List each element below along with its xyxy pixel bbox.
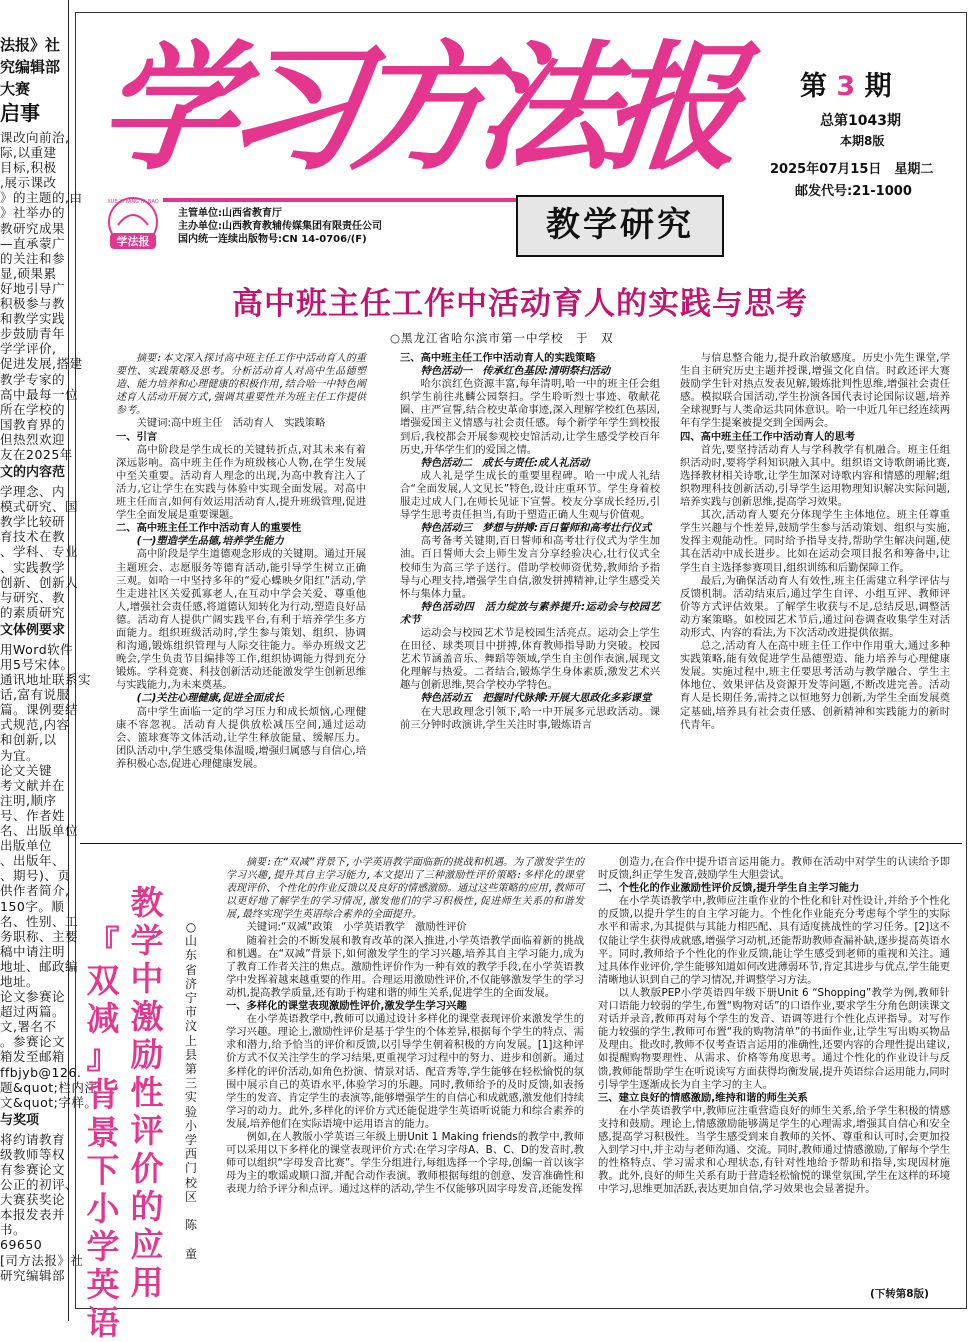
total-issue: 总第1043期 — [820, 113, 901, 129]
notice-line: 题&quot;栏内注 — [0, 1079, 98, 1095]
title-char: 性 — [130, 1073, 164, 1112]
notice-line: 地址。 — [0, 973, 40, 989]
notice-line: 、期号)、页 — [0, 868, 71, 884]
notice-line: 级教师等权 — [0, 1146, 66, 1162]
notice-line: 本报发表并 — [0, 1207, 66, 1223]
notice-line: 论文参赛论 — [0, 989, 66, 1005]
article1.col2-para-10: 在大思政理念引领下,哈一中开展多元思政活动。课前三分钟时政演讲,学生关注时事,锻炼语言 — [400, 705, 660, 731]
notice-line: 的关注和参 — [0, 250, 66, 266]
article1.col1-para-2: 一、引言 — [116, 430, 158, 443]
article1.col2-para-7: 特色活动四 活力绽放与素养提升:运动会与校园艺术节 — [400, 600, 660, 626]
logo-label: 学法报 — [116, 235, 150, 248]
notice-line: 、实践教学 — [0, 559, 66, 575]
article1.col3-para-1: 四、高中班主任工作中活动育人的思考 — [680, 430, 856, 443]
article1-headline: 高中班主任工作中活动育人的实践与思考 — [232, 286, 808, 322]
article1.col3-para-4: 最后,为确保活动育人有效性,班主任需建立科学评估与反馈机制。活动结束后,通过学生自评、小组互评、教师评价等方式评估效果。了解学生收获与不足,总结反思,调整活动方案策略。如校园艺术节后,通过问卷调查收集学生对活动形式、内容的看法,为下次活动改进提供依据。 — [680, 574, 950, 639]
continued-note: (下转第8版) — [870, 1288, 929, 1300]
notice-line: ,展示课改 — [0, 175, 57, 191]
title-char: 景 — [86, 1113, 120, 1152]
article2.col2-para-4: 三、建立良好的情感激励,维持和谐的师生关系 — [598, 1091, 808, 1104]
notice-title: 启事 — [0, 101, 40, 125]
notice-line: 地址、邮政编 — [0, 958, 79, 974]
notice-line: 》社举办的 — [0, 205, 66, 221]
article1.col3-para-3: 其次,活动育人要充分体现学生主体地位。班主任尊重学生兴趣与个性差异,鼓励学生参与活动策划、组织与实施,发挥主观能动性。同时给予指导支持,帮助学生解决问题,使其在活动中成长进步。比如在运动会项目报名和筹备中,让学生自主选择参赛项目,组织训练和后勤保障工作。 — [680, 509, 950, 574]
article2-byline — [183, 920, 199, 1261]
notice-line: 务职称、主要 — [0, 928, 79, 944]
article1.col1-para-5: (一)塑造学生品德,培养学生能力 — [136, 535, 284, 548]
article1.col3-para-5: 总之,活动育人在高中班主任工作中作用重大,通过多种实践策略,能有效促进学生品德塑造、能力培养与心理健康发展。实施过程中,班主任要思考活动与教学融合、学生主体地位、效果评估及资源开发等问题,不断改进完善。活动育人是长期任务,需持之以恒地努力创新,为学生全面发展奠定基础,培养具有社会责任感、创新精神和实践能力的新时代青年。 — [680, 640, 950, 731]
notice-text — [0, 0, 98, 1283]
article1.col3-para-2: 首先,要坚持活动育人与学科教学有机融合。班主任组织活动时,要将学科知识融入其中。组织语文诗歌朗诵比赛,选择教材相关诗歌,让学生加深对诗歌内容和情感的理解;组织物理科技创新活动,引导学生运用物理知识解决实际问题,培养实践与创新思维,提高学习效果。 — [680, 443, 950, 509]
section-title: 教学研究 — [516, 195, 724, 257]
article1.col1-para-6: 高中阶段是学生道德观念形成的关键期。通过开展主题班会、志愿服务等德育活动,能引导学生树立正确三观。如哈一中坚持多年的“爱心蝶映夕阳红”活动,学生走进社区关爱孤寡老人,在互动中学会关爱、尊重他人,增强社会责任感,将道德认知转化为行动,塑造良好品德。活动育人提供广阔实践平台,有利于培养学生多方面能力。组织班级活动时,学生参与策划、组织、协调和沟通,锻炼组织管理与人际交往能力。举办班级文艺晚会,学生负责节目编排等工作,组织协调能力得到充分锻炼。学科竞赛、科技创新活动还能激发学生创新思维与实践能力,为未来奠基。 — [116, 548, 366, 692]
notice-line: 文&quot;字样。 — [0, 1094, 98, 1110]
article1.col1-para-7: (二)关注心理健康,促进全面成长 — [136, 692, 284, 705]
byline-char: 陈 — [184, 1218, 197, 1233]
byline-char: 县 — [184, 1047, 197, 1062]
notice-line: 友在2025年 — [0, 446, 73, 462]
notice-heading: 文体例要求 — [0, 622, 66, 638]
notice-line: ffbjyb@126. — [0, 1064, 82, 1080]
notice-line: 和创新,以 — [0, 732, 57, 748]
byline-char: 市 — [184, 1005, 197, 1020]
notice-line: 法报》社 — [0, 36, 61, 54]
notice-line: 超过两篇。 — [0, 1004, 66, 1020]
notice-line: 文,署名不 — [0, 1019, 57, 1035]
notice-line: 国教育界的 — [0, 416, 66, 432]
title-char: 评 — [130, 1111, 164, 1150]
article2.col1-para-3: 一、多样化的课堂表现激励性评价,激发学生学习兴趣 — [226, 1000, 467, 1013]
byline-char: 宁 — [184, 991, 197, 1006]
title-char: 价 — [130, 1149, 164, 1188]
issue-suffix: 期 — [864, 71, 892, 102]
notice-heading: 与奖项 — [0, 1112, 40, 1128]
title-char: 的 — [130, 1187, 164, 1226]
supervisor: 主管单位:山西省教育厅 — [178, 208, 282, 219]
notice-line: 、学科、专业 — [0, 544, 79, 560]
title-char: 应 — [130, 1225, 164, 1264]
article1-column-2 — [400, 352, 660, 838]
article1.col2-para-5: 特色活动三 梦想与拼搏:百日誓师和高考壮行仪式 — [420, 522, 652, 535]
article1.col1-para-4: 二、高中班主任工作中活动育人的重要性 — [116, 522, 302, 535]
byline-char: 区 — [184, 1189, 197, 1204]
issue-num: 3 — [836, 71, 856, 102]
byline-char: 门 — [184, 1161, 197, 1176]
byline-char: 济 — [184, 976, 197, 991]
title-char: 减 — [86, 999, 120, 1038]
article1.col2-para-2: 哈尔滨红色资源丰富,每年清明,哈一中的班主任会组织学生前往兆麟公园祭扫。学生聆听烈士事迹、敬献花圈、庄严宣誓,结合校史革命事迹,深入理解学校红色基因,增强爱国主义情感与社会责任感。每个新学年学生到校报到后,我校都会开展参观校史馆活动,让学生感受学校百年历史,升华学生们的爱国之情。 — [400, 378, 660, 456]
title-char: 下 — [86, 1151, 120, 1190]
article2-title-col-a — [83, 924, 123, 1342]
byline-char: 汶 — [184, 1019, 197, 1034]
article2-column-1 — [226, 856, 584, 1296]
notice-line: 创新、创新人 — [0, 574, 79, 590]
notice-line: 用Word软件 — [0, 641, 74, 657]
notice-line: 。参赛论文 — [0, 1034, 66, 1050]
byline-char: 第 — [184, 1062, 197, 1077]
notice-line: 出版单位 — [0, 838, 53, 854]
notice-line: 模式研究、国 — [0, 499, 79, 515]
article1.col1-para-1: 关键词:高中班主任 活动育人 实践策略 — [136, 417, 326, 430]
byline-char: 验 — [184, 1104, 197, 1119]
title-char: 励 — [130, 1035, 164, 1074]
byline-char: 山 — [184, 934, 197, 949]
notice-line: 显,硕果累 — [0, 265, 57, 281]
notice-line: 名、出版单位 — [0, 823, 79, 839]
notice-line: 的素质研究 — [0, 604, 66, 620]
notice-line: 际,以重建 — [0, 145, 57, 161]
notice-line: 论文关键 — [0, 762, 53, 778]
sponsor: 主办单位:山西教育教辅传媒集团有限责任公司 — [178, 221, 382, 232]
title-char: 』 — [86, 1037, 120, 1076]
title-char: 中 — [130, 959, 164, 998]
title-char: 教 — [130, 883, 164, 922]
notice-line: 学理念、内 — [0, 484, 66, 500]
notice-heading: 文的内容范 — [0, 465, 66, 481]
notice-line: 积极参与教 — [0, 296, 66, 312]
issn: 国内统一连续出版物号:CN 14-0706/(F) — [178, 234, 367, 245]
notice-line: 促进发展,搭建 — [0, 356, 83, 372]
publisher-info — [178, 207, 382, 246]
notice-line: 话,富有说服 — [0, 687, 70, 703]
byline-char: 小 — [184, 1118, 197, 1133]
article1.col3-para-0: 与信息整合能力,提升政治敏感度。历史小先生课堂,学生自主研究历史主题并授课,增强文化自信。时政还评大赛鼓励学生针对热点发表见解,锻炼批判性思维,增强社会责任感。模拟联合国活动,学生扮演各国代表讨论国际议题,培养全球视野与人类命运共同体意识。哈一中近几年已经连续两年有学生提案被提交到全国两会。 — [680, 352, 950, 430]
title-char: 学 — [86, 1227, 120, 1266]
article1-column-3 — [680, 352, 950, 838]
byline-char — [183, 1204, 199, 1218]
notice-line: 公正的初评、 — [0, 1177, 79, 1193]
masthead-rule — [163, 198, 518, 202]
notice-line: 、出版年、 — [0, 853, 66, 869]
article1-column-1 — [116, 352, 366, 838]
title-char: 英 — [86, 1265, 120, 1304]
byline-char: 省 — [184, 962, 197, 977]
byline-char: 实 — [184, 1090, 197, 1105]
notice-line: 好地引导广 — [0, 280, 66, 296]
title-char: 用 — [130, 1263, 164, 1302]
notice-line: 将约请教育 — [0, 1131, 66, 1147]
notice-line: 目标,积极 — [0, 160, 57, 176]
notice-line: 教研究成果 — [0, 220, 66, 236]
article1.col2-para-8: 运动会与校园艺术节是校园生活亮点。运动会上学生在田径、球类项目中拼搏,体育教师指导助力突破。校园艺术节涵盖音乐、舞蹈等领域,学生自主创作表演,展现文化理解与热爱。二者结合,锻炼学生身体素质,激发艺术兴趣与创新思维,契合学校办学特色。 — [400, 626, 660, 692]
notice-line: 通讯地址联系实 — [0, 672, 92, 688]
notice-line: 式规范,内容 — [0, 717, 70, 733]
left-cutoff-notice — [0, 0, 98, 1321]
notice-line: 大赛 — [0, 80, 31, 98]
issue-prefix: 第 — [800, 71, 827, 102]
byline-char: 上 — [184, 1033, 197, 1048]
issue-date: 2025年07月15日 星期二 — [770, 162, 934, 177]
edition-count: 本期8版 — [840, 134, 885, 148]
notice-line: 究编辑部 — [0, 58, 61, 76]
notice-line: [司方法报》社 — [0, 1252, 84, 1268]
byline-char — [183, 1232, 199, 1246]
article2.col1-para-4: 在小学英语教学中,教师可以通过设计多样化的课堂表现评价来激发学生的学习兴趣。理论上,激励性评价是基于学生的个体差异,根据每个学生的特点、需求和潜力,给予恰当的评价和反馈,以引导学生朝着积极的方向发展。[1]这种评价方式不仅关注学生的学习结果,更重视学习过程中的努力、进步和创新。通过多样化的评价活动,如角色扮演、情景对话、配音秀等,学生能够在轻松愉悦的氛围中展示自己的英语水平,体验学习的乐趣。同时,教师给予的及时反馈,如表扬学生的发音、肯定学生的表演等,能够增强学生的自信心和成就感,激发他们持续学习的动力。此外,多样化的评价方式还能促进学生英语听说能力和综合素养的发展,培养他们在实际语境中运用语言的能力。 — [226, 1013, 584, 1130]
article1.col2-para-3: 特色活动二 成长与责任:成人礼活动 — [420, 456, 590, 469]
article1.col1-para-0: 摘要:本文深入探讨高中班主任工作中活动育人的重要性、实践策略及思考。分析活动育人对高中生品德塑造、能力培养和心理健康的积极作用,结合哈一中特色阐述育人活动开展方式,强调其重要性并为班主任工作提供参考。 — [116, 353, 366, 417]
notice-line: 150字。顺 — [0, 898, 65, 914]
title-char: 双 — [86, 961, 120, 1000]
notice-line: 69650 — [0, 1237, 43, 1253]
notice-line: 课改向前治, — [0, 130, 70, 145]
logo-pinyin: XUE XI FANG FA BAO — [107, 199, 159, 205]
notice-line: 教学比较研 — [0, 514, 66, 530]
issue-number — [800, 64, 892, 103]
title-char: 激 — [130, 997, 164, 1036]
notice-line: 为宜。 — [0, 747, 40, 763]
article1.col2-para-4: 成人礼是学生成长的重要里程碑。哈一中成人礼结合“全面发展,人文见长”特色,设计庄重环节。学生身着校服走过成人门,在师长见证下宣誓。校友分享成长经历,引导学生思考责任担当,有助于塑造正确人生观与价值观。 — [400, 469, 660, 522]
byline-char: 三 — [184, 1076, 197, 1091]
article1-byline: ○黑龙江省哈尔滨市第一中学校 于 双 — [390, 331, 614, 345]
title-char: 小 — [86, 1189, 120, 1228]
postal-code: 邮发代号:21-1000 — [795, 184, 912, 199]
article1.col1-para-3: 高中阶段是学生成长的关键转折点,对其未来有着深远影响。高中班主任作为班级核心人物,在学生发展中至关重要。活动育人理念的出现,为高中教育注入了活力,它让学生在实践与体验中实现全面发展。对高中班主任而言,如何有效运用活动育人,提升班级管理,促进学生全面发展是重要课题。 — [116, 443, 366, 522]
article2-title-col-b — [127, 884, 167, 1302]
notice-line: 育技术在教 — [0, 529, 66, 545]
notice-line: 篇。课例要结 — [0, 702, 79, 718]
article2.col1-para-1: 关键词:“双减”政策 小学英语教学 激励性评价 — [246, 921, 467, 934]
article2.col1-para-0: 摘要:在“双减”背景下,小学英语教学面临新的挑战和机遇。为了激发学生的学习兴趣,提升其自主学习能力,本文提出了三种激励性评价策略:多样化的课堂表现评价、个性化的作业反馈以及良好的情感激励。通过这些策略的应用,教师可以更好地了解学生的学习情况,激发他们的学习积极性,促进师生关系的和谐发展,最终实现学生英语综合素养的全面提升。 — [226, 857, 584, 921]
notice-line: 研究编辑部 — [0, 1267, 66, 1283]
article2.col2-para-0: 创造力,在合作中提升语言运用能力。教师在活动中对学生的认读给予即时反馈,纠正学生发音,鼓励学生大胆尝试。 — [598, 856, 950, 882]
notice-line: 号、作者姓 — [0, 807, 66, 823]
notice-line: 与研究、教 — [0, 589, 66, 605]
notice-line: 所在学校的 — [0, 401, 66, 417]
notice-line: 》的主题的,由 — [0, 190, 83, 206]
byline-char: 东 — [184, 948, 197, 963]
notice-line: 高中最每一位 — [0, 386, 79, 402]
title-char: 『 — [86, 923, 120, 962]
notice-line: 注明,顺序 — [0, 792, 57, 808]
notice-line: 用5号宋体。 — [0, 657, 74, 672]
article2.col2-para-2: 在小学英语教学中,教师应注重作业的个性化和针对性设计,并给予个性化的反馈,以提升学生的自主学习能力。个性化作业能充分考虑每个学生的实际水平和需求,为其提供与其能力相匹配、具有适度挑战性的学习任务。[2]这不仅能让学生获得成就感,增强学习动机,还能帮助教师查漏补缺,逐步提高英语水平。同时,教师给予个性化的作业反馈,能让学生感受到老师的重视和关注。通过具体作业评价,学生能够知道如何改进薄弱环节,肯定其进步与优点,学生能更清晰地认识到自己的学习情况,并调整学习方法。 — [598, 895, 950, 986]
notice-line: 和教学实践 — [0, 311, 66, 327]
byline-char: 校 — [184, 1175, 197, 1190]
notice-line: 有参赛论文 — [0, 1162, 66, 1177]
notice-line: 稿中请注明 — [0, 943, 66, 959]
article1.col1-para-8: 高中学生面临一定的学习压力和成长烦恼,心理健康不容忽视。活动育人提供放松减压空间,通过运动会、篮球赛等文体活动,让学生释放能量、缓解压力。团队活动中,学生感受集体温暖,增强归属感与自信心,培养积极心态,促进心理健康发展。 — [116, 705, 366, 770]
notice-line: 大赛获奖论 — [0, 1192, 66, 1208]
title-char: 语 — [86, 1303, 120, 1342]
article1.col2-para-6: 高考备考关键期,百日誓师和高考壮行仪式为学生加油。百日誓师大会上师生发言分享经验决心,壮行仪式全校师生为高三学子送行。借助学校师资优势,教师给予指导与心理支持,增强学生自信,激发拼搏精神,让学生感受关怀与集体力量。 — [400, 535, 660, 600]
notice-line: 书。 — [0, 1222, 27, 1238]
notice-line: 但热烈欢迎 — [0, 431, 66, 447]
byline-char: 童 — [184, 1246, 197, 1261]
notice-line: 教学专家的 — [0, 371, 66, 387]
notice-line: 步鼓励青年 — [0, 326, 66, 342]
article2.col1-para-2: 随着社会的不断发展和教育改革的深入推进,小学英语教学面临着新的挑战和机遇。在“双减”背景下,如何激发学生的学习兴趣,培养其自主学习能力,成为了教育工作者关注的焦点。激励性评价作为一种有效的教学手段,在小学英语教学中发挥着越来越重要的作用。合理运用激励性评价,不仅能够激发学生的学习动机,提高教学质量,还有助于构建和谐的师生关系,促进学生的全面发展。 — [226, 934, 584, 999]
article2.col2-para-3: 以人教版PEP小学英语四年级下册Unit 6 “Shopping”教学为例,教师针对口语能力较弱的学生,布置“购物对话”的口语作业,要求学生分角色朗读课文对话并录音,教师再对每个学生的发音、语调等进行个性化点评指导。对写作能力较强的学生,教师可布置“我的购物清单”的书面作业,让学生写出购买物品及理由。批改时,教师不仅考查语言运用的准确性,还要内容的合理性提出建议,如提醒购物要理性、从需求、价格等角度思考。通过个性化的作业设计与反馈,教师能帮助学生在听说读写方面获得均衡发展,提升英语综合运用能力,同时引导学生逐渐成长为自主学习的主人。 — [598, 986, 950, 1091]
notice-line: 学学评价, — [0, 341, 57, 357]
notice-line: 考文献并在 — [0, 777, 66, 793]
newspaper-title: 学习方法报 — [91, 28, 739, 189]
article2.col1-para-5: 例如,在人教版小学英语三年级上册Unit 1 Making friends的教学中,教师可以采用以下多样化的课堂表现评价方式:在学习字母A、B、C、D的发音时,教师可以组织“字母发音比赛”。学生分组进行,每组选择一个字母,创编一首以该字母为主的歌谣或顺口溜,并配合动作表演。教师根据每组的创意、发音准确性和表现力给予评分和点评。通过这样的活动,学生不仅能够巩固字母发音,还能发挥 — [226, 1130, 584, 1196]
title-char: 学 — [130, 921, 164, 960]
notice-line: 名、性别、工 — [0, 913, 79, 929]
notice-line: —直承蒙广 — [0, 235, 66, 251]
article2-column-2 — [598, 856, 950, 1286]
newspaper-logo — [98, 195, 168, 253]
notice-line: 箱发至邮箱 — [0, 1049, 66, 1065]
byline-char: 西 — [184, 1147, 197, 1162]
byline-char: 学 — [184, 1133, 197, 1148]
article-divider — [80, 843, 962, 844]
notice-line: 供作者简介, — [0, 883, 70, 899]
article1.col2-para-0: 三、高中班主任工作中活动育人的实践策略 — [400, 352, 596, 364]
title-char: 背 — [86, 1075, 120, 1114]
article2.col2-para-5: 在小学英语教学中,教师应注重营造良好的师生关系,给予学生积极的情感支持和鼓励。理论上,情感激励能够满足学生的心理需求,增强其自信心和安全感,提高学习积极性。当学生感受到来自教师的关怀、尊重和认可时,会更加投入到学习中,并主动与老师沟通、交流。同时,教师通过情感激励,了解每个学生的性格特点、学习需求和心理状态,有针对性地给予帮助和指导,实现因材施教。此外,良好的师生关系有助于营造轻松愉悦的课堂氛围,学生在这样的环境中学习,思维更加活跃,表达更加自信,学习效果也会显著提升。 — [598, 1104, 950, 1196]
article1.col2-para-1: 特色活动一 传承红色基因:清明祭扫活动 — [420, 365, 611, 378]
article2.col2-para-1: 二、个性化的作业激励性评价反馈,提升学生自主学习能力 — [598, 882, 860, 895]
article1.col2-para-9: 特色活动五 把握时代脉搏:开展大思政化多彩课堂 — [420, 692, 652, 705]
byline-char: ○ — [185, 920, 197, 934]
